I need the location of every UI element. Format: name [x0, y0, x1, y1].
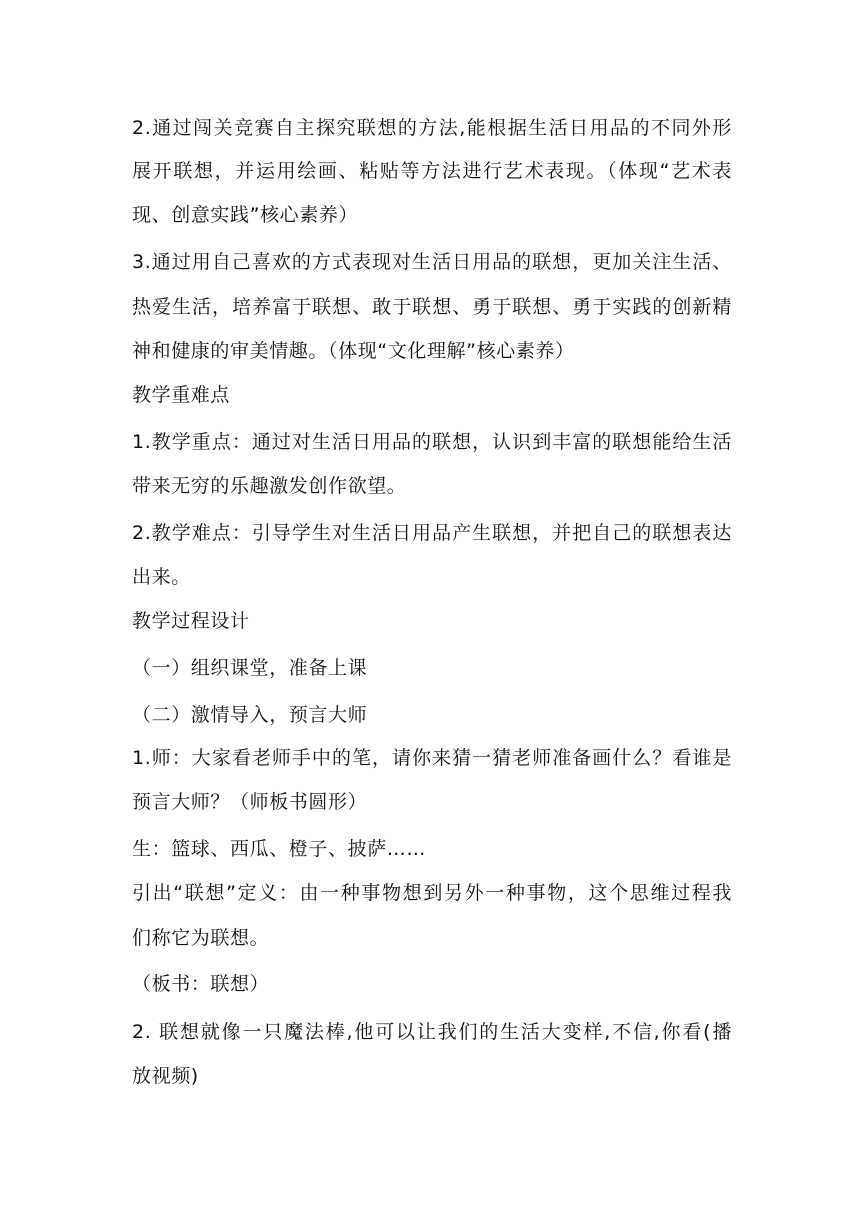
- text-line: 预言大师？（师板书圆形）: [132, 791, 368, 813]
- section-heading: 教学过程设计: [132, 610, 250, 632]
- text-line: 出来。: [132, 566, 191, 588]
- text-line: 热爱生活，培养富于联想、敢于联想、勇于联想、勇于实践的创新精: [132, 296, 732, 318]
- text-line: （一）组织课堂，准备上课: [132, 657, 368, 679]
- text-line: 2.通过闯关竞赛自主探究联想的方法,能根据生活日用品的不同外形: [132, 117, 732, 139]
- text-line: 神和健康的审美情趣。（体现“文化理解”核心素养）: [132, 340, 575, 362]
- text-line: 1.教学重点：通过对生活日用品的联想，认识到丰富的联想能给生活: [132, 431, 732, 453]
- text-line: 们称它为联想。: [132, 927, 270, 949]
- section-heading: 教学重难点: [132, 384, 231, 406]
- text-line: 1.师：大家看老师手中的笔，请你来猜一猜老师准备画什么？看谁是: [132, 747, 732, 769]
- text-line: （二）激情导入，预言大师: [132, 704, 368, 726]
- text-line: 放视频): [132, 1065, 199, 1087]
- text-line: 带来无穷的乐趣激发创作欲望。: [132, 475, 407, 497]
- text-line: 3.通过用自己喜欢的方式表现对生活日用品的联想，更加关注生活、: [132, 251, 732, 273]
- text-line: 展开联想，并运用绘画、粘贴等方法进行艺术表现。（体现“艺术表: [132, 160, 732, 182]
- text-line: 生：篮球、西瓜、橙子、披萨……: [132, 838, 427, 860]
- text-line: 现、创意实践”核心素养）: [132, 204, 359, 226]
- text-line: （板书：联想）: [132, 973, 270, 995]
- text-line: 引出“联想”定义：由一种事物想到另外一种事物，这个思维过程我: [132, 882, 732, 904]
- text-line: 2. 联想就像一只魔法棒,他可以让我们的生活大变样,不信,你看(播: [132, 1021, 732, 1043]
- text-line: 2.教学难点：引导学生对生活日用品产生联想，并把自己的联想表达: [132, 522, 732, 544]
